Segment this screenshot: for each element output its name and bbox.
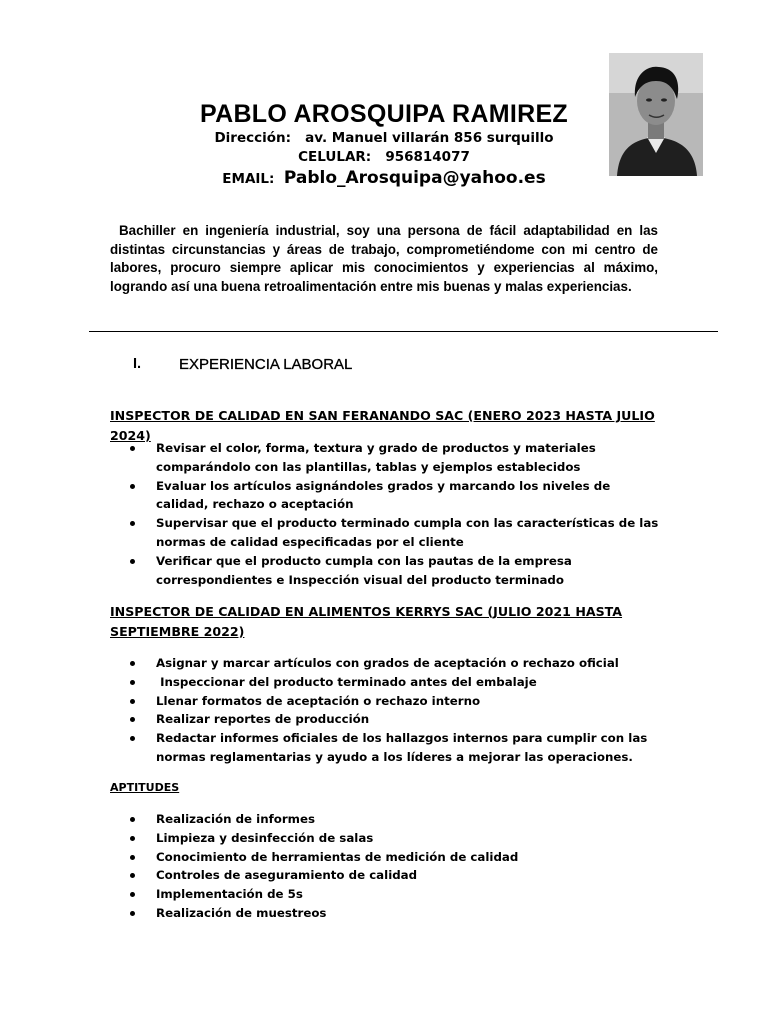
job-duties-list (130, 654, 665, 767)
bullet-icon (130, 699, 135, 704)
list-item (130, 810, 665, 829)
list-item (130, 710, 665, 729)
list-item-text: Llenar formatos de aceptación o rechazo interno (156, 693, 481, 708)
list-item-text: Realización de informes (156, 812, 315, 826)
list-item-text: Revisar el color, forma, textura y grado de productos y materiales comparándolo con las plantillas, tablas y ejemplos establecidos (156, 441, 596, 474)
aptitudes-heading: APTITUDES (110, 781, 180, 794)
bullet-icon (130, 559, 135, 564)
list-item (130, 885, 665, 904)
aptitudes-list (130, 810, 665, 923)
list-item-text: Inspeccionar del producto terminado antes del embalaje (156, 674, 537, 689)
profile-summary: Bachiller en ingeniería industrial, soy una persona de fácil adaptabilidad en las distintas circunstancias y áreas de trabajo, comprometiéndome con mi centro de labores, procuro siempre aplicar mis conocimientos y experiencias al máximo, logrando así una buena retroalimentación entre mis buenas y malas experiencias. (110, 223, 658, 294)
bullet-icon (130, 446, 135, 451)
bullet-icon (130, 736, 135, 741)
list-item-text: Implementación de 5s (156, 887, 303, 902)
list-item-text: Supervisar que el producto terminado cumpla con las características de las normas de calidad especificadas por el cliente (156, 516, 659, 549)
section-title: EXPERIENCIA LABORAL (179, 356, 353, 373)
bullet-icon (130, 892, 135, 897)
list-item-text: Controles de aseguramiento de calidad (156, 868, 418, 883)
address-value: av. Manuel villarán 856 surquillo (305, 130, 554, 146)
phone-line (0, 149, 768, 165)
bullet-icon (130, 680, 135, 685)
list-item-text: Limpieza y desinfección de salas (156, 830, 374, 845)
section-number: I. (133, 356, 142, 372)
list-item (130, 514, 665, 552)
list-item (130, 692, 665, 711)
list-item (130, 848, 665, 867)
list-item-text: Verificar que el producto cumpla con las pautas de la empresa correspondientes e Inspección visual del producto terminado (156, 553, 572, 587)
email-line (0, 168, 768, 188)
list-item-text: Realización de muestreos (156, 905, 327, 920)
list-item-text: Realizar reportes de producción (156, 712, 370, 727)
list-item (130, 552, 665, 590)
candidate-name: PABLO AROSQUIPA RAMIREZ (199, 100, 568, 128)
bullet-icon (130, 484, 135, 489)
bullet-icon (130, 817, 135, 822)
list-item (130, 673, 665, 692)
list-item-text: Evaluar los artículos asignándoles grados y marcando los niveles de calidad, rechazo o aceptación (156, 478, 611, 512)
list-item (130, 654, 665, 673)
bullet-icon (130, 911, 135, 916)
phone-label: CELULAR: (298, 149, 372, 165)
list-item (130, 729, 665, 767)
list-item (130, 904, 665, 923)
list-item (130, 829, 665, 848)
section-divider (89, 331, 718, 332)
list-item-text: Redactar informes oficiales de los hallazgos internos para cumplir con las normas reglamentarias y ayudo a los líderes a mejorar las operaciones. (156, 731, 648, 764)
address-label: Dirección: (214, 130, 292, 146)
bullet-icon (130, 873, 135, 878)
job-title: INSPECTOR DE CALIDAD EN ALIMENTOS KERRYS SAC (JULIO 2021 HASTA SEPTIEMBRE 2022) (110, 604, 623, 639)
bullet-icon (130, 521, 135, 526)
list-item (130, 866, 665, 885)
list-item (130, 439, 665, 477)
list-item-text: Conocimiento de herramientas de medición de calidad (156, 849, 519, 864)
bullet-icon (130, 836, 135, 841)
email-value: Pablo_Arosquipa@yahoo.es (283, 168, 546, 188)
bullet-icon (130, 661, 135, 666)
email-label: EMAIL: (222, 171, 275, 187)
bullet-icon (130, 855, 135, 860)
phone-value: 956814077 (385, 149, 470, 165)
bullet-icon (130, 717, 135, 722)
list-item (130, 477, 665, 515)
list-item-text: Asignar y marcar artículos con grados de aceptación o rechazo oficial (156, 656, 619, 670)
job-duties-list (130, 439, 665, 589)
job-title: INSPECTOR DE CALIDAD EN SAN FERANANDO SAC (ENERO 2023 HASTA JULIO 2024) (110, 408, 655, 443)
address-line (0, 130, 768, 146)
